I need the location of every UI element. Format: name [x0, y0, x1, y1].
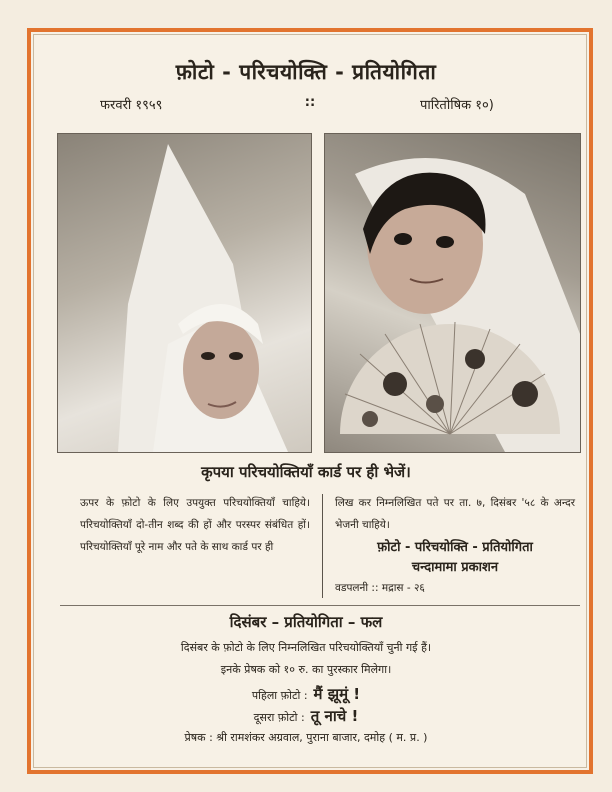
- instructions-left: ऊपर के फ़ोटो के लिए उपयुक्त परिचयोक्तियाँ चाहिये। परिचयोक्तियाँ दो-तीन शब्द की हों और परस्पर संबंधित हों। परिचयोक्तियाँ पूरे नाम और पते के साथ कार्ड पर ही: [80, 497, 310, 553]
- photo-girl-hood: [57, 133, 312, 453]
- second-photo-caption: [0, 706, 612, 726]
- first-photo-caption: [0, 684, 612, 704]
- second-photo-value: तू नाचे !: [310, 707, 359, 725]
- address-city: वडपलनी :: मद्रास - २६: [335, 582, 425, 594]
- photo-left-illustration: [58, 134, 311, 452]
- results-heading: दिसंबर – प्रतियोगिता – फल: [229, 613, 383, 631]
- first-photo-label: पहिला फ़ोटो :: [251, 689, 308, 702]
- section-divider: [60, 605, 580, 606]
- results-line-1: दिसंबर के फ़ोटो के लिए निम्नलिखित परिचयोक्तियाँ चुनी गई हैं।: [180, 641, 432, 654]
- photo-right-illustration: [325, 134, 580, 452]
- prize-amount: पारितोषिक १०): [420, 98, 494, 113]
- photo-girl-fan: [324, 133, 581, 453]
- instructions-right-text: लिख कर निम्नलिखित पते पर ता. ७, दिसंबर '५८ के अन्दर भेजनी चाहिये।: [335, 497, 575, 531]
- first-photo-value: मैं झूमूं !: [313, 685, 361, 703]
- second-photo-label: दूसरा फ़ोटो :: [253, 711, 305, 724]
- page-title: फ़ोटो - परिचयोक्ति - प्रतियोगिता: [175, 60, 437, 84]
- instructions-right: [335, 492, 575, 598]
- results-line-2: इनके प्रेषक को १० रु. का पुरस्कार मिलेगा।: [220, 663, 392, 676]
- sender-line: प्रेषक : श्री रामशंकर अग्रवाल, पुराना बाजार, दमोह ( म. प्र. ): [184, 731, 428, 744]
- issue-date: फरवरी १९५९: [100, 98, 163, 113]
- column-divider: [322, 494, 323, 598]
- address-title: फ़ोटो - परिचयोक्ति - प्रतियोगिता: [377, 540, 533, 555]
- instructions-heading: कृपया परिचयोक्तियाँ कार्ड पर ही भेजें।: [201, 463, 411, 481]
- header-separator: ::: [304, 95, 316, 110]
- address-publisher: चन्दामामा प्रकाशन: [411, 560, 499, 575]
